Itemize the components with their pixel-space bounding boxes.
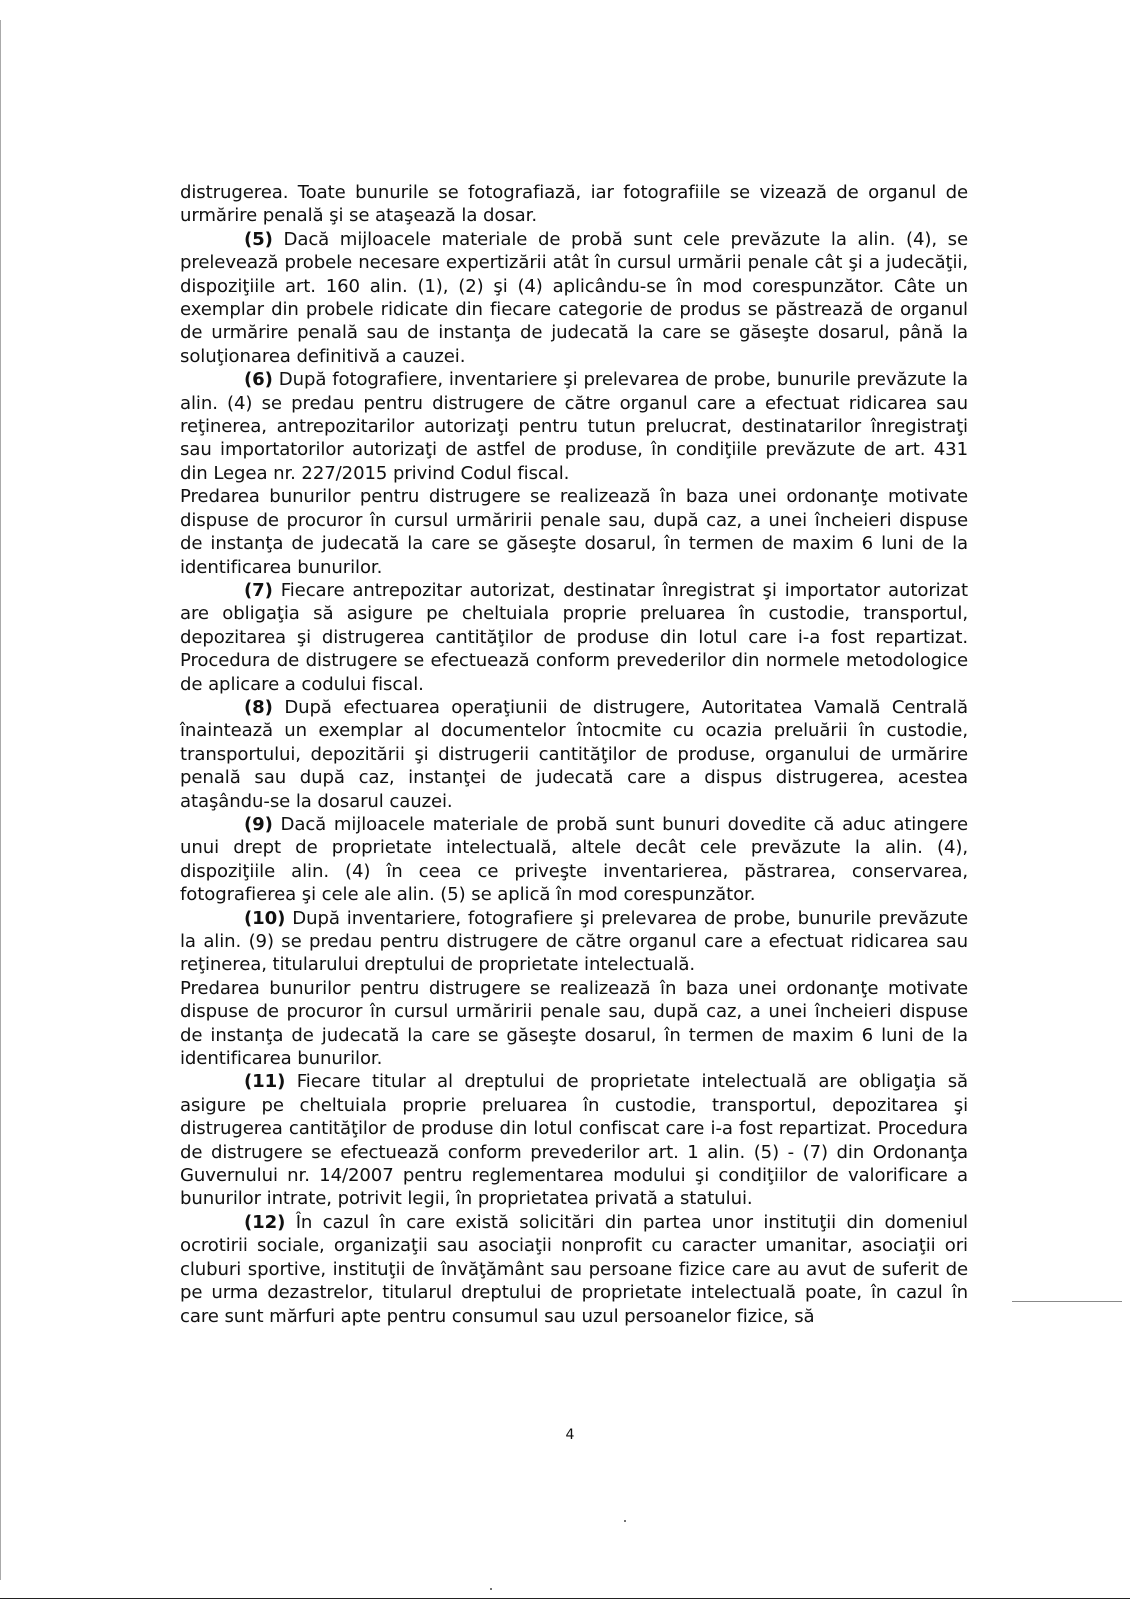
paragraph-10-continuation [180,977,968,1071]
paragraph-text: După inventariere, fotografiere şi prelevarea de probe, bunurile prevăzute la alin. (9) se predau pentru distrugere de către organul care a efectuat ridicarea sau reţinerea, titularului dreptului de proprietate intelectuală. [180,907,968,976]
paragraph-text: Dacă mijloacele materiale de probă sunt bunuri dovedite că aduc atingere unui drept de proprietate intelectuală, altele decât cele prevăzute la alin. (4), dispoziţiile alin. (4) în ceea ce priveşte inventarierea, păstrarea, conservarea, fotografierea şi cele ale alin. (5) se aplică în mod corespunzător. [180,813,968,906]
paragraph-continuation [180,181,968,228]
paragraph-12 [180,1211,968,1328]
paragraph-text: După efectuarea operaţiunii de distrugere, Autoritatea Vamală Centrală înaintează un exemplar al documentelor întocmite cu ocazia preluării în custodie, transportului, depozitării şi distrugerii cantităţilor de produse, organului de urmărire penală sau după caz, instanţei de judecată care a dispus distrugerea, acestea ataşându-se la dosarul cauzei. [180,696,968,812]
paragraph-text: În cazul în care există solicitări din partea unor instituţii din domeniul ocrotirii sociale, organizaţii sau asociaţii nonprofit cu caracter umanitar, asociaţii ori cluburi sportive, instituţii de învăţământ sau persoane fizice care au avut de suferit de pe urma dezastrelor, titularul dreptului de proprietate intelectuală poate, în cazul în care sunt mărfuri apte pentru consumul sau uzul persoanelor fizice, să [180,1211,968,1327]
paragraph-number: (9) [244,813,273,835]
paragraph-text: Predarea bunurilor pentru distrugere se realizează în baza unei ordonanţe motivate dispuse de procuror în cursul urmăririi penale sau, după caz, a unei încheieri dispuse de instanţa de judecată la care se găseşte dosarul, în termen de maxim 6 luni de la identificarea bunurilor. [180,486,968,578]
paragraph-text: Predarea bunurilor pentru distrugere se realizează în baza unei ordonanţe motivate dispuse de procuror în cursul urmăririi penale sau, după caz, a unei încheieri dispuse de instanţa de judecată la care se găseşte dosarul, în termen de maxim 6 luni de la identificarea bunurilor. [180,977,968,1070]
paragraph-text: Fiecare titular al dreptului de proprietate intelectuală are obligaţia să asigure pe cheltuiala proprie preluarea în custodie, transportul, depozitarea şi distrugerea cantităţilor de produse din lotul confiscat care i-a fost repartizat. Procedura de distrugere se efectuează conform prevederilor art. 1 alin. (5) - (7) din Ordonanţa Guvernului nr. 14/2007 pentru reglementarea modului şi condiţiilor de valorificare a bunurilor intrate, potrivit legii, în proprietatea privată a statului. [180,1071,969,1210]
paragraph-text: După fotografiere, inventariere şi prelevarea de probe, bunurile prevăzute la alin. (4) se predau pentru distrugere de către organul care a efectuat ridicarea sau reţinerea, antrepozitarilor autorizaţi pentru tutun prelucrat, destinatarilor înregistraţi sau importatorilor autorizaţi de astfel de produse, în condiţiile prevăzute de art. 431 din Legea nr. 227/2015 privind Codul fiscal. [180,369,969,484]
paragraph-6 [180,368,968,485]
paragraph-9 [180,813,968,907]
margin-mark [1012,1301,1122,1302]
paragraph-text: Dacă mijloacele materiale de probă sunt cele prevăzute la alin. (4), se prelevează probele necesare expertizării atât în cursul urmării penale cât şi a judecăţii, dispoziţiile art. 160 alin. (1), (2) şi (4) aplicându-se în mod corespunzător. Câte un exemplar din probele ridicate din fiecare categorie de produs se păstrează de organul de urmărire penală sau de instanţa de judecată la care se găseşte dosarul, până la soluţionarea definitivă a cauzei. [180,228,968,367]
paragraph-6-continuation [180,485,968,579]
paragraph-8 [180,696,968,813]
scan-edge [0,20,5,1580]
paragraph-10 [180,907,968,977]
paragraph-number: (6) [244,369,273,391]
paragraph-number: (8) [244,696,273,718]
paragraph-number: (12) [244,1211,286,1233]
paragraph-5 [180,228,968,368]
document-body [180,181,968,1328]
paragraph-7 [180,579,968,696]
paragraph-number: (10) [244,907,286,929]
paragraph-number: (7) [244,579,273,601]
scan-speck [624,1520,626,1522]
paragraph-text: Fiecare antrepozitar autorizat, destinatar înregistrat şi importator autorizat are obligaţia să asigure pe cheltuiala proprie preluarea în custodie, transportul, depozitarea şi distrugerea cantităţilor de produse din lotul care i-a fost repartizat. Procedura de distrugere se efectuează conform prevederilor din normele metodologice de aplicare a codului fiscal. [180,579,968,695]
scan-bottom-edge [0,1598,1130,1599]
paragraph-text: distrugerea. Toate bunurile se fotografiază, iar fotografiile se vizează de organul de urmărire penală şi se ataşează la dosar. [180,182,968,227]
scan-speck [490,1588,492,1590]
paragraph-number: (11) [244,1071,286,1093]
paragraph-11 [180,1070,968,1210]
page-number: 4 [565,1427,575,1443]
paragraph-number: (5) [244,228,273,250]
